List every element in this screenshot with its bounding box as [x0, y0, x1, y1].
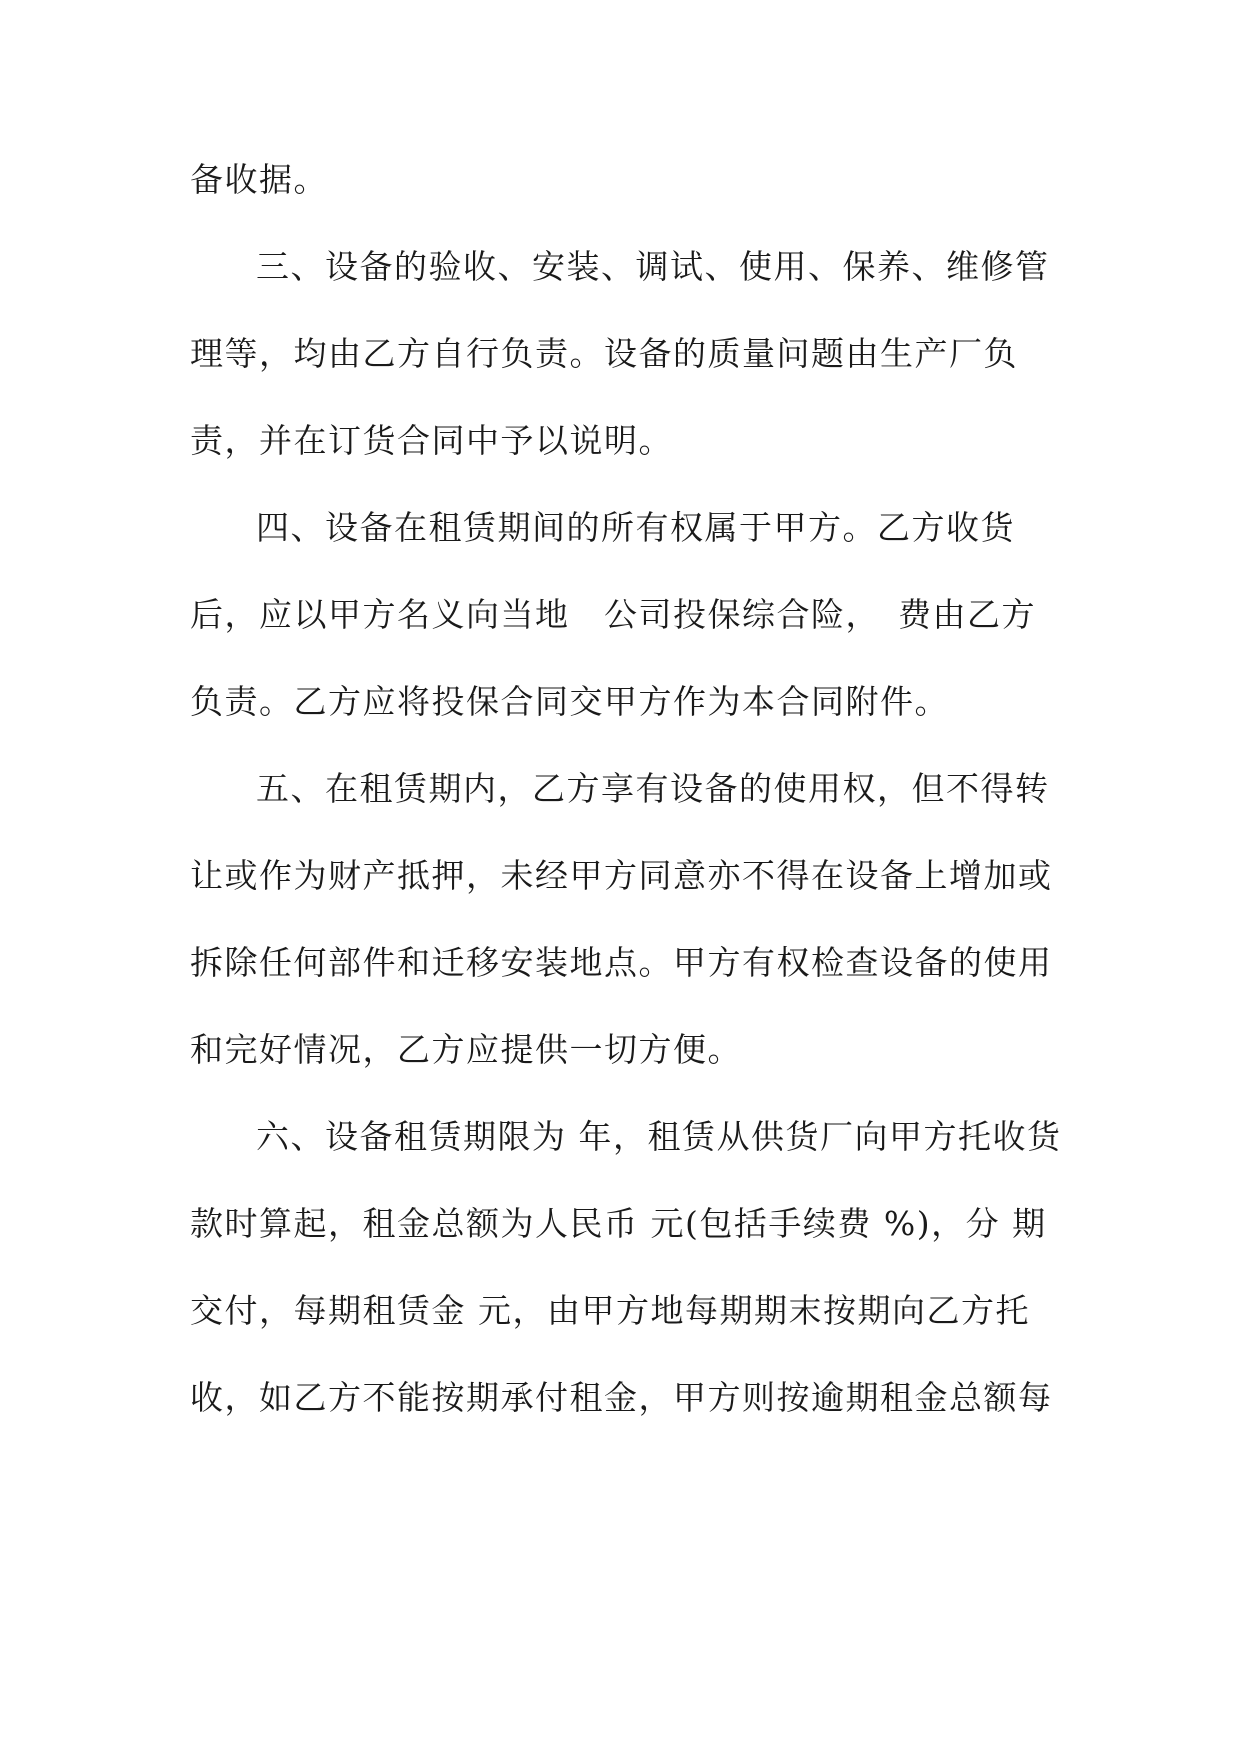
text-line: 备收据。	[190, 160, 328, 199]
text-line: 交付，每期租赁金 元，由甲方地每期期末按期向乙方托	[190, 1291, 1030, 1330]
text-line: 款时算起，租金总额为人民币 元(包括手续费 %)，分 期	[190, 1204, 1047, 1243]
text-line: 负责。乙方应将投保合同交甲方作为本合同附件。	[190, 682, 949, 721]
section-3-heading-line: 三、设备的验收、安装、调试、使用、保养、维修管	[256, 247, 1050, 286]
section-5-heading-line: 五、在租赁期内，乙方享有设备的使用权，但不得转	[256, 769, 1050, 808]
section-4-heading-line: 四、设备在租赁期间的所有权属于甲方。乙方收货	[256, 508, 1015, 547]
text-line: 拆除任何部件和迁移安装地点。甲方有权检查设备的使用	[190, 943, 1053, 982]
text-line: 理等，均由乙方自行负责。设备的质量问题由生产厂负	[190, 334, 1018, 373]
text-line: 责，并在订货合同中予以说明。	[190, 421, 673, 460]
text-line: 收，如乙方不能按期承付租金，甲方则按逾期租金总额每	[190, 1378, 1053, 1417]
text-line: 和完好情况，乙方应提供一切方便。	[190, 1030, 742, 1069]
text-line: 后，应以甲方名义向当地 公司投保综合险， 费由乙方	[190, 595, 1036, 634]
section-6-heading-line: 六、设备租赁期限为 年，租赁从供货厂向甲方托收货	[256, 1117, 1062, 1156]
text-line: 让或作为财产抵押，未经甲方同意亦不得在设备上增加或	[190, 856, 1053, 895]
